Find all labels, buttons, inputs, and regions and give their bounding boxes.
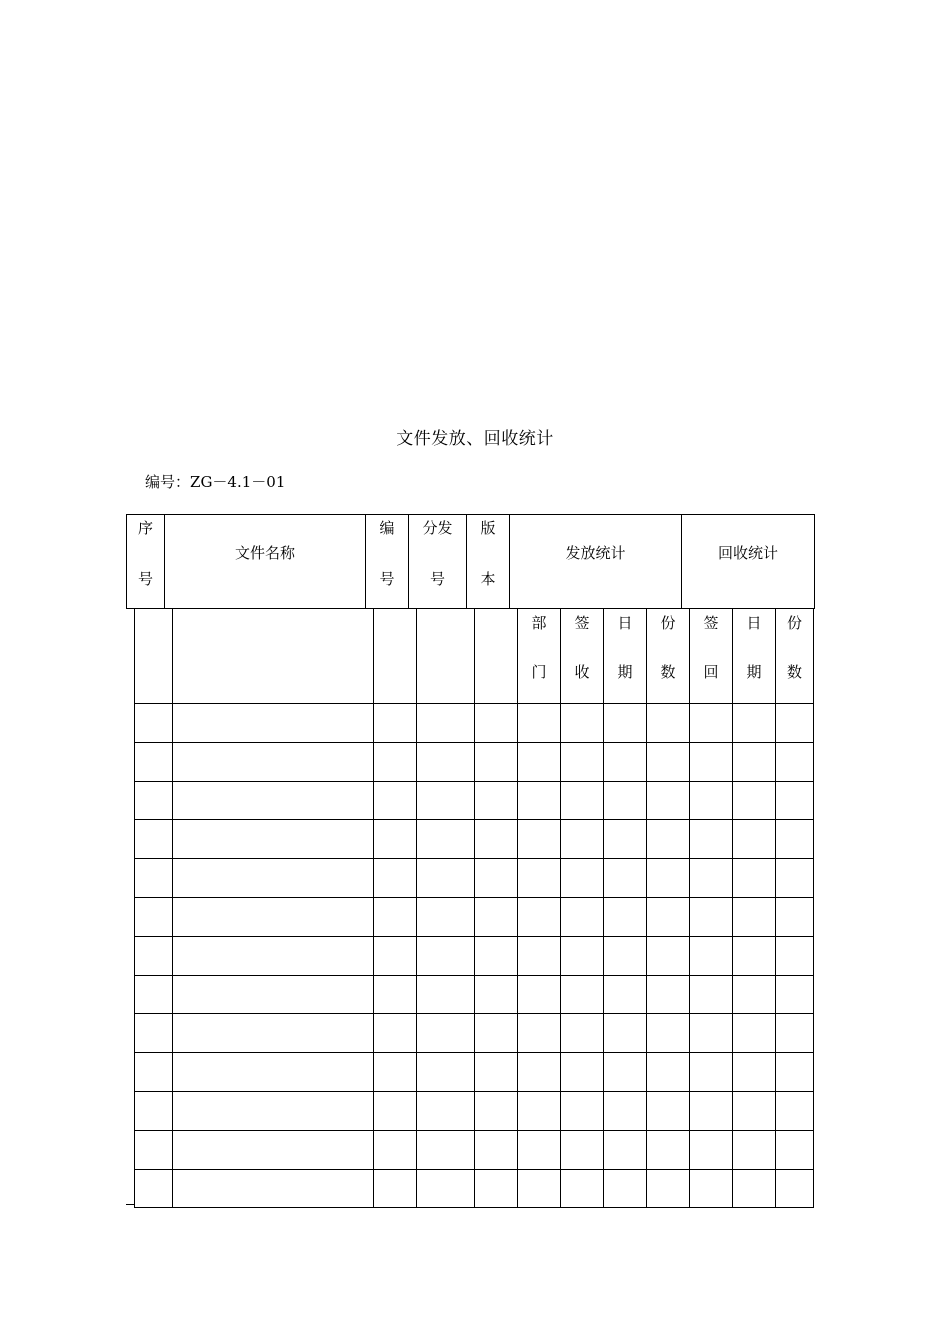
subheader-issue-copies	[647, 609, 690, 704]
table-cell[interactable]	[733, 704, 776, 743]
table-row	[135, 1053, 814, 1092]
label: 份	[786, 614, 802, 632]
table-cell[interactable]	[173, 1169, 374, 1208]
table-cell[interactable]	[647, 781, 690, 820]
table-cell[interactable]	[733, 1091, 776, 1130]
table-cell[interactable]	[417, 975, 475, 1014]
table-cell[interactable]	[733, 1169, 776, 1208]
table-cell[interactable]	[776, 781, 814, 820]
table-cell[interactable]	[561, 742, 604, 781]
table-cell[interactable]	[518, 1091, 561, 1130]
table-cell[interactable]	[518, 1053, 561, 1092]
table-cell[interactable]	[604, 820, 647, 859]
table-cell[interactable]	[173, 859, 374, 898]
subheader-recall-date	[733, 609, 776, 704]
header-version	[467, 515, 510, 608]
table-cell[interactable]	[374, 820, 417, 859]
table-cell[interactable]	[135, 704, 173, 743]
table-cell[interactable]	[561, 820, 604, 859]
table-cell[interactable]	[135, 742, 173, 781]
table-cell[interactable]	[417, 742, 475, 781]
table-cell[interactable]	[173, 897, 374, 936]
table-cell[interactable]	[135, 820, 173, 859]
table-cell[interactable]	[173, 704, 374, 743]
table-cell[interactable]	[518, 975, 561, 1014]
table-row	[135, 742, 814, 781]
table-cell[interactable]	[561, 1169, 604, 1208]
table-cell[interactable]	[561, 1014, 604, 1053]
table-cell[interactable]	[690, 975, 733, 1014]
table-cell[interactable]	[733, 1130, 776, 1169]
table-row	[135, 820, 814, 859]
table-cell[interactable]	[475, 859, 518, 898]
table-cell[interactable]	[561, 1091, 604, 1130]
table-cell[interactable]	[561, 859, 604, 898]
subheader-department	[518, 609, 561, 704]
table-cell[interactable]	[604, 1014, 647, 1053]
table-cell[interactable]	[173, 820, 374, 859]
table-cell[interactable]	[518, 820, 561, 859]
table-cell[interactable]	[647, 1053, 690, 1092]
table-cell[interactable]	[647, 859, 690, 898]
header-dist-number-line1: 分发	[422, 519, 453, 537]
table-cell[interactable]	[173, 1130, 374, 1169]
table-cell[interactable]	[475, 820, 518, 859]
table-cell[interactable]	[690, 859, 733, 898]
table-cell[interactable]	[374, 704, 417, 743]
subheader-issue-date	[604, 609, 647, 704]
document-code	[145, 471, 285, 492]
table-cell[interactable]	[690, 936, 733, 975]
table-cell[interactable]	[733, 1053, 776, 1092]
table-cell[interactable]	[604, 742, 647, 781]
header-dist-number-line2: 号	[429, 570, 445, 588]
table-cell[interactable]	[475, 1130, 518, 1169]
table-cell[interactable]	[647, 1014, 690, 1053]
table-header	[126, 514, 815, 609]
table-cell[interactable]	[776, 897, 814, 936]
table-cell[interactable]	[604, 936, 647, 975]
table-cell[interactable]	[776, 859, 814, 898]
label: 期	[617, 663, 633, 681]
table-cell[interactable]	[561, 975, 604, 1014]
table-cell[interactable]	[475, 742, 518, 781]
table-row	[135, 1014, 814, 1053]
table-cell[interactable]	[604, 897, 647, 936]
label: 日	[617, 614, 633, 632]
table-cell[interactable]	[135, 1130, 173, 1169]
table-cell[interactable]	[733, 975, 776, 1014]
table-cell[interactable]	[417, 897, 475, 936]
table-cell[interactable]	[518, 936, 561, 975]
table-cell[interactable]	[690, 1091, 733, 1130]
distribution-table	[134, 608, 814, 1208]
document-title: 文件发放、回收统计	[396, 429, 554, 449]
table-cell[interactable]	[776, 1130, 814, 1169]
table-cell[interactable]	[417, 1091, 475, 1130]
table-row	[135, 975, 814, 1014]
label: 签	[574, 614, 590, 632]
table-cell[interactable]	[374, 1053, 417, 1092]
table-cell[interactable]	[135, 859, 173, 898]
table-cell[interactable]	[690, 742, 733, 781]
header-version-line1: 版	[480, 519, 496, 537]
label: 数	[660, 663, 676, 681]
label: 份	[660, 614, 676, 632]
table-cell[interactable]	[776, 704, 814, 743]
table-cell[interactable]	[135, 1014, 173, 1053]
table-cell[interactable]	[690, 781, 733, 820]
table-cell[interactable]	[647, 742, 690, 781]
header-number-line2: 号	[379, 570, 395, 588]
table-cell[interactable]	[561, 936, 604, 975]
table-cell[interactable]	[518, 704, 561, 743]
table-cell[interactable]	[135, 897, 173, 936]
subheader-signed-return	[690, 609, 733, 704]
table-cell[interactable]	[173, 1053, 374, 1092]
cell	[374, 609, 417, 704]
table-cell[interactable]	[417, 820, 475, 859]
table-row	[135, 936, 814, 975]
header-file-name-label: 文件名称	[234, 544, 295, 562]
table-cell[interactable]	[733, 742, 776, 781]
margin-tick	[126, 1204, 134, 1205]
table-cell[interactable]	[518, 1014, 561, 1053]
code-value: ZG－4.1－01	[190, 473, 286, 491]
table-cell[interactable]	[173, 781, 374, 820]
header-number-line1: 编	[379, 519, 395, 537]
table-cell[interactable]	[776, 820, 814, 859]
table-cell[interactable]	[561, 1053, 604, 1092]
table-cell[interactable]	[374, 897, 417, 936]
table-cell[interactable]	[135, 1053, 173, 1092]
table-cell[interactable]	[690, 1130, 733, 1169]
header-seq-line2: 号	[137, 570, 153, 588]
table-cell[interactable]	[604, 975, 647, 1014]
subheader-recall-copies	[776, 609, 814, 704]
table-cell[interactable]	[561, 897, 604, 936]
table-cell[interactable]	[604, 1053, 647, 1092]
table-cell[interactable]	[475, 975, 518, 1014]
header-number	[366, 515, 409, 608]
table-cell[interactable]	[733, 820, 776, 859]
table-cell[interactable]	[776, 1169, 814, 1208]
header-issue-stats	[510, 515, 682, 608]
table-cell[interactable]	[475, 897, 518, 936]
table-cell[interactable]	[135, 1091, 173, 1130]
header-issue-stats-label: 发放统计	[565, 544, 626, 562]
table-cell[interactable]	[173, 1091, 374, 1130]
table-cell[interactable]	[647, 936, 690, 975]
header-seq	[127, 515, 165, 608]
label: 收	[574, 663, 590, 681]
table-cell[interactable]	[518, 1130, 561, 1169]
table-cell[interactable]	[733, 936, 776, 975]
table-cell[interactable]	[690, 704, 733, 743]
table-cell[interactable]	[647, 820, 690, 859]
table-cell[interactable]	[518, 781, 561, 820]
table-cell[interactable]	[374, 1014, 417, 1053]
table-cell[interactable]	[518, 859, 561, 898]
table-cell[interactable]	[475, 1091, 518, 1130]
label: 门	[531, 663, 547, 681]
table-cell[interactable]	[475, 936, 518, 975]
table-row	[135, 1169, 814, 1208]
table-cell[interactable]	[417, 1053, 475, 1092]
table-cell[interactable]	[776, 742, 814, 781]
table-cell[interactable]	[561, 1130, 604, 1169]
header-recall-stats-label: 回收统计	[717, 544, 778, 562]
table-cell[interactable]	[604, 1130, 647, 1169]
table-cell[interactable]	[776, 1014, 814, 1053]
table-cell[interactable]	[135, 975, 173, 1014]
table-cell[interactable]	[647, 975, 690, 1014]
label: 日	[746, 614, 762, 632]
header-version-line2: 本	[480, 570, 496, 588]
table-cell[interactable]	[374, 1091, 417, 1130]
label: 部	[531, 614, 547, 632]
table-cell[interactable]	[475, 704, 518, 743]
table-row	[135, 704, 814, 743]
table-cell[interactable]	[647, 704, 690, 743]
table-cell[interactable]	[374, 1130, 417, 1169]
label: 数	[786, 663, 802, 681]
cell	[173, 609, 374, 704]
table-cell[interactable]	[173, 975, 374, 1014]
table-cell[interactable]	[374, 859, 417, 898]
code-label: 编号：	[145, 473, 191, 491]
table-cell[interactable]	[604, 859, 647, 898]
table-cell[interactable]	[173, 936, 374, 975]
table-cell[interactable]	[733, 781, 776, 820]
header-recall-stats	[682, 515, 814, 608]
table-cell[interactable]	[733, 897, 776, 936]
table-cell[interactable]	[776, 1091, 814, 1130]
table-cell[interactable]	[776, 1053, 814, 1092]
table-cell[interactable]	[518, 897, 561, 936]
table-cell[interactable]	[475, 1053, 518, 1092]
table-cell[interactable]	[173, 742, 374, 781]
label: 签	[703, 614, 719, 632]
table-cell[interactable]	[647, 1130, 690, 1169]
table-cell[interactable]	[135, 1169, 173, 1208]
table-cell[interactable]	[690, 1014, 733, 1053]
table-cell[interactable]	[417, 704, 475, 743]
table-cell[interactable]	[647, 897, 690, 936]
table-cell[interactable]	[776, 975, 814, 1014]
table-cell[interactable]	[135, 781, 173, 820]
table-cell[interactable]	[518, 1169, 561, 1208]
table-row	[135, 781, 814, 820]
table-cell[interactable]	[604, 704, 647, 743]
table-row	[135, 1091, 814, 1130]
table-cell[interactable]	[374, 781, 417, 820]
table-cell[interactable]	[374, 936, 417, 975]
table-cell[interactable]	[561, 704, 604, 743]
table-cell[interactable]	[647, 1091, 690, 1130]
table-cell[interactable]	[417, 1130, 475, 1169]
table-cell[interactable]	[374, 1169, 417, 1208]
header-seq-line1: 序	[137, 519, 153, 537]
header-dist-number	[409, 515, 467, 608]
table-row	[135, 1130, 814, 1169]
table-cell[interactable]	[604, 1091, 647, 1130]
cell	[135, 609, 173, 704]
table-cell[interactable]	[475, 1169, 518, 1208]
table-cell[interactable]	[733, 1014, 776, 1053]
table-cell[interactable]	[690, 1169, 733, 1208]
table-cell[interactable]	[417, 936, 475, 975]
table-cell[interactable]	[604, 1169, 647, 1208]
table-cell[interactable]	[173, 1014, 374, 1053]
table-cell[interactable]	[417, 859, 475, 898]
table-cell[interactable]	[647, 1169, 690, 1208]
cell	[417, 609, 475, 704]
table-cell[interactable]	[417, 1014, 475, 1053]
label: 回	[703, 663, 719, 681]
table-cell[interactable]	[690, 897, 733, 936]
table-cell[interactable]	[561, 781, 604, 820]
table-row	[135, 859, 814, 898]
table-cell[interactable]	[135, 936, 173, 975]
table-cell[interactable]	[475, 1014, 518, 1053]
subheader-row	[135, 609, 814, 704]
table-cell[interactable]	[776, 936, 814, 975]
table-cell[interactable]	[518, 742, 561, 781]
table-cell[interactable]	[374, 742, 417, 781]
table-cell[interactable]	[604, 781, 647, 820]
table-cell[interactable]	[374, 975, 417, 1014]
table-cell[interactable]	[690, 1053, 733, 1092]
table-cell[interactable]	[690, 820, 733, 859]
subheader-signed-receipt	[561, 609, 604, 704]
cell	[475, 609, 518, 704]
table-cell[interactable]	[417, 1169, 475, 1208]
label: 期	[746, 663, 762, 681]
table-cell[interactable]	[475, 781, 518, 820]
header-file-name	[165, 515, 366, 608]
table-cell[interactable]	[733, 859, 776, 898]
table-cell[interactable]	[417, 781, 475, 820]
table-row	[135, 897, 814, 936]
